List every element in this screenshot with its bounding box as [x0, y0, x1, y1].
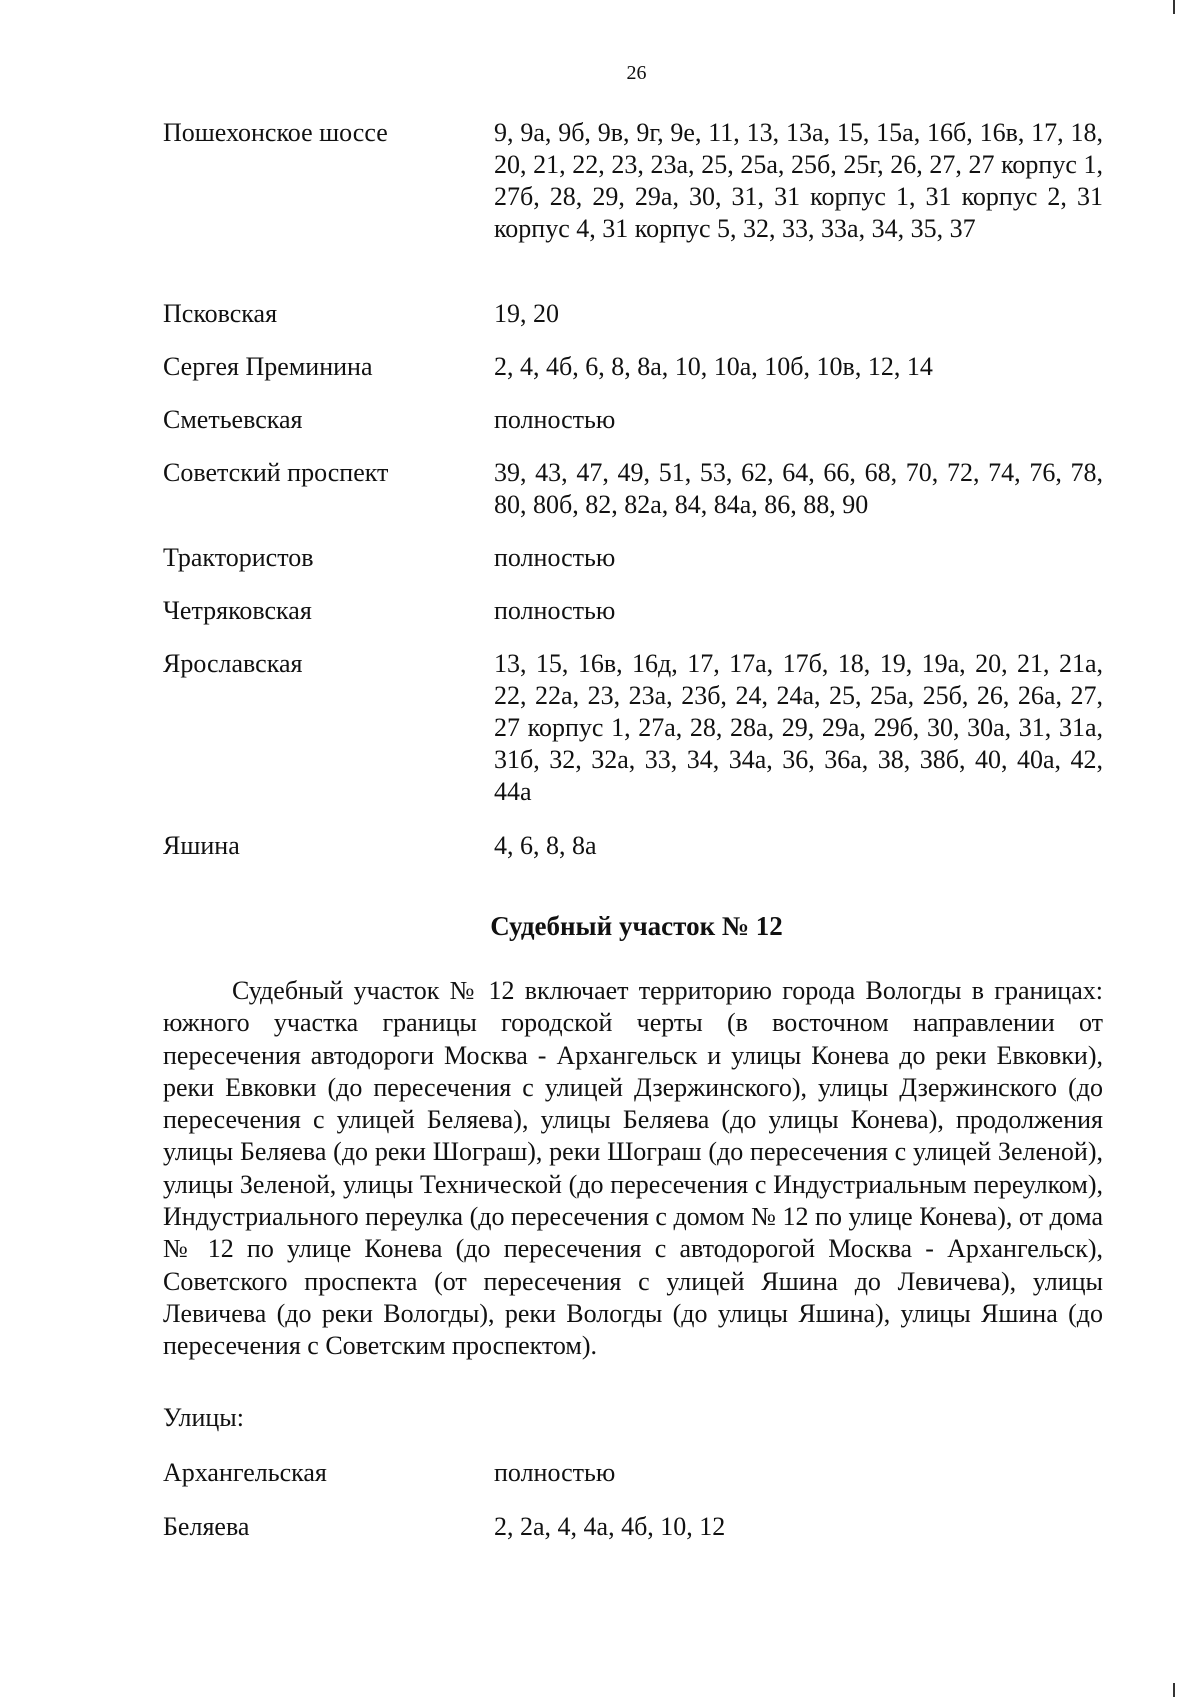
page-number: 26 — [626, 62, 647, 84]
street-name: Беляева — [163, 1512, 250, 1541]
street-row — [163, 595, 1103, 648]
street-name: Сметьевская — [163, 405, 303, 434]
street-row — [163, 298, 1103, 351]
street-houses: 19, 20 — [494, 299, 559, 328]
street-name: Псковская — [163, 299, 278, 328]
street-name: Ярославская — [163, 649, 303, 678]
street-name: Пошехонское шоссе — [163, 118, 388, 147]
street-houses: полностью — [494, 1458, 616, 1487]
street-name: Сергея Преминина — [163, 352, 373, 381]
street-name: Трактористов — [163, 543, 314, 572]
street-row — [163, 117, 1103, 298]
street-houses: 13, 15, 16в, 16д, 17, 17а, 17б, 18, 19, 19а, 20, 21, 21а, 22, 22а, 23, 23а, 23б, 24, 24а, 25, 25а, 25б, 26, 26а, 27, 27 корпус 1, 27а, 28, 28а, 29, 29а, 29б, 30, 30а, 31, 31а, 31б, 32, 32а, 33, 34, 34а, 36, 36а, 38, 38б, 40, 40а, 42, 44а — [494, 649, 1103, 806]
street-houses: 39, 43, 47, 49, 51, 53, 62, 64, 66, 68, 70, 72, 74, 76, 78, 80, 80б, 82, 82а, 84, 84а, 86, 88, 90 — [494, 458, 1103, 519]
street-table-top — [163, 117, 1103, 870]
street-row — [163, 542, 1103, 595]
street-name: Архангельская — [163, 1458, 327, 1487]
scan-mark-top-right — [1173, 0, 1175, 14]
street-row — [163, 404, 1103, 457]
streets-label: Улицы: — [163, 1403, 244, 1432]
street-houses: полностью — [494, 405, 616, 434]
street-row — [163, 457, 1103, 542]
scan-mark-bottom-right — [1173, 1683, 1175, 1697]
street-row — [163, 648, 1103, 830]
section-description: Судебный участок № 12 включает территорию города Вологды в границах: южного участка границы городской черты (в восточном направлении от пересечения автодороги Москва - Архангельск и улицы Конева до реки Евковки), реки Евковки (до пересечения с улицей Дзержинского), улицы Дзержинского (до пересечения с улицей Беляева), улицы Беляева (до улицы Конева), продолжения улицы Беляева (до реки Шограш), реки Шограш (до пересечения с улицей Зеленой), улицы Зеленой, улицы Технической (до пересечения с Индустриальным переулком), Индустриального переулка (до пересечения с домом № 12 по улице Конева), от дома № 12 по улице Конева (до пересечения с автодорогой Москва - Архангельск), Советского проспекта (от пересечения с улицей Яшина до Левичева), улицы Левичева (до реки Вологды), реки Вологды (до улицы Яшина), улицы Яшина (до пересечения с Советским проспектом). — [163, 976, 1103, 1361]
street-name: Советский проспект — [163, 458, 389, 487]
street-houses: 9, 9а, 9б, 9в, 9г, 9е, 11, 13, 13а, 15, 15а, 16б, 16в, 17, 18, 20, 21, 22, 23, 23а, 25, 25а, 25б, 25г, 26, 27, 27 корпус 1, 27б, 28, 29, 29а, 30, 31, 31 корпус 1, 31 корпус 2, 31 корпус 4, 31 корпус 5, 32, 33, 33а, 34, 35, 37 — [494, 118, 1103, 243]
street-row — [163, 830, 1103, 870]
street-houses: 4, 6, 8, 8а — [494, 831, 597, 860]
street-houses: 2, 4, 4б, 6, 8, 8а, 10, 10а, 10б, 10в, 12, 14 — [494, 352, 933, 381]
street-houses: 2, 2а, 4, 4а, 4б, 10, 12 — [494, 1512, 726, 1541]
street-houses: полностью — [494, 596, 616, 625]
street-table-bottom — [163, 1457, 1103, 1551]
street-row — [163, 1511, 1103, 1551]
section-heading: Судебный участок № 12 — [490, 911, 783, 941]
street-name: Яшина — [163, 831, 240, 860]
street-name: Четряковская — [163, 596, 312, 625]
street-houses: полностью — [494, 543, 616, 572]
street-row — [163, 1457, 1103, 1511]
street-row — [163, 351, 1103, 404]
